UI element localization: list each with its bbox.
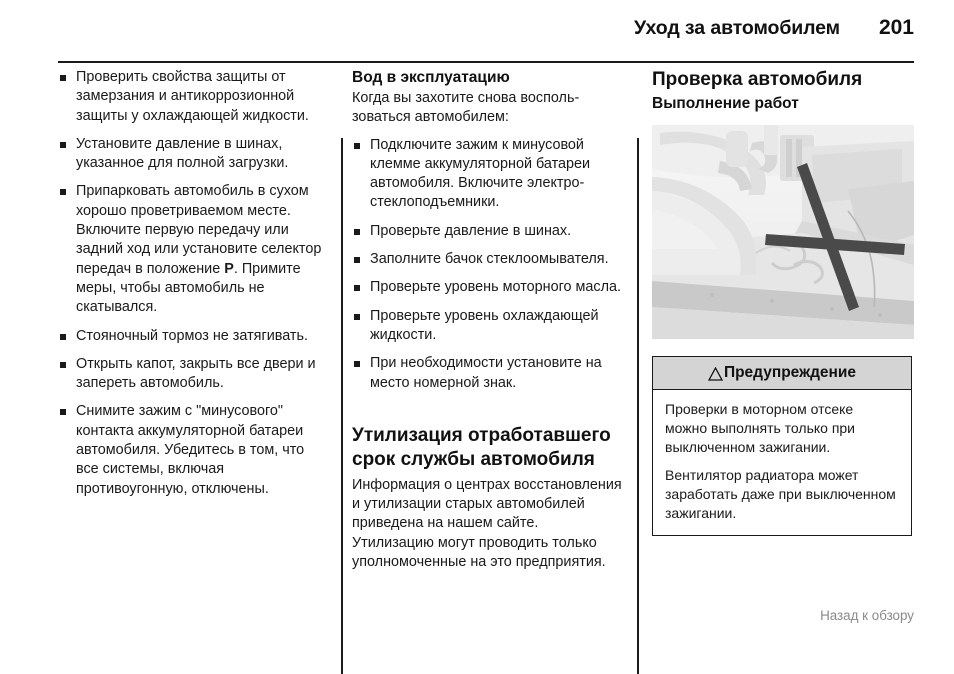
return-to-service-list xyxy=(352,136,624,393)
list-item: Проверьте уровень моторного масла. xyxy=(352,278,624,297)
column-divider-2 xyxy=(637,138,639,674)
header-divider-rule xyxy=(58,61,914,63)
warning-triangle-glyph xyxy=(708,367,723,381)
storage-steps-list xyxy=(58,68,328,499)
list-item: Установите давление в шинах, указанное для полной загрузки. xyxy=(58,135,328,174)
list-item: Стояночный тормоз не затягивать. xyxy=(58,327,328,346)
warning-paragraph: Проверки в моторном отсеке можно выполнять только при выключенном зажигании. xyxy=(665,401,856,455)
heading-vehicle-check: Проверка автомобиля xyxy=(652,69,863,90)
column-3 xyxy=(652,68,914,536)
heading-performing-work: Выполнение работ xyxy=(652,95,799,112)
column-divider-1 xyxy=(341,138,343,674)
body-vehicle-disposal: Информация о центрах восстановления и утилизации старых автомобилей приведена на нашем сайте. Утилизацию могут проводить только уполномоченные на это предприятия. xyxy=(352,476,622,571)
engine-bay-figure xyxy=(652,125,914,339)
page-title: Уход за автомобилем xyxy=(633,17,840,39)
warning-title: Предупреждение xyxy=(723,364,857,381)
list-item: Проверьте давление в шинах. xyxy=(352,222,624,241)
list-item: Проверьте уровень охлаждающей жидкости. xyxy=(352,307,624,346)
back-to-overview-link[interactable]: Назад к обзору xyxy=(820,608,914,623)
list-item: При необходимости установите на место номерной знак. xyxy=(352,354,624,393)
list-item: Проверить свойства защиты от замерзания и антикоррозионной защиты у охлаждающей жидкости. xyxy=(58,68,328,126)
gear-selector-position: P xyxy=(224,260,234,277)
list-item-park-vehicle xyxy=(58,182,328,317)
warning-box-header xyxy=(653,357,911,390)
page-number: 201 xyxy=(878,16,914,39)
engine-bay-illustration xyxy=(652,125,914,339)
content-columns xyxy=(0,68,954,613)
list-item: Заполните бачок стеклоомывателя. xyxy=(352,250,624,269)
warning-box-body xyxy=(653,390,911,535)
section-spacer xyxy=(352,402,624,424)
list-item: Открыть капот, закрыть все двери и запереть автомобиль. xyxy=(58,355,328,394)
warning-box xyxy=(652,356,912,536)
column-1 xyxy=(58,68,328,508)
warning-paragraph: Вентилятор радиатора может заработать даже при выключенном зажигании. xyxy=(665,467,896,521)
list-item: Снимите зажим с "минусового" контакта аккумуляторной батареи автомобиля. Убедитесь в том, что все системы, включая противоугонную, отключены. xyxy=(58,402,328,498)
heading-return-to-service: Вод в эксплуатацию xyxy=(352,69,510,86)
page-header xyxy=(58,16,914,50)
intro-return-to-service: Когда вы захотите снова воспользоваться автомобилем: xyxy=(352,90,580,126)
park-text-before: Припарковать автомобиль в сухом хорошо проветриваемом месте. Включите первую передачу или задний ход или установите селектор передач в положение xyxy=(76,183,322,277)
column-2 xyxy=(352,68,624,572)
warning-triangle-icon xyxy=(708,367,723,381)
heading-vehicle-disposal: Утилизация отработавшего срок службы автомобиля xyxy=(352,424,611,471)
park-text-after: . Примите меры, чтобы автомобиль не скатывался. xyxy=(76,260,301,316)
list-item: Подключите зажим к минусовой клемме аккумуляторной батареи автомобиля. Включите электростеклоподъемники. xyxy=(352,136,624,213)
